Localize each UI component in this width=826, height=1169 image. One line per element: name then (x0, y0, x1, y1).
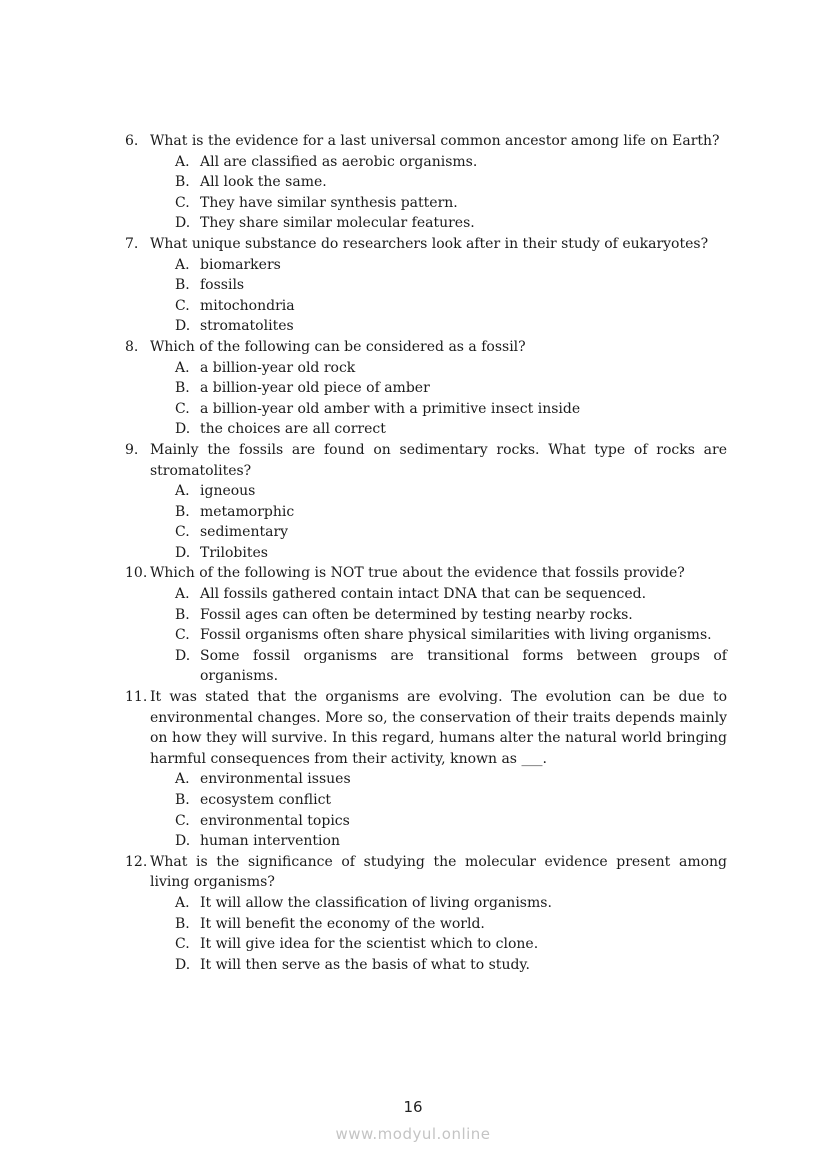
option-text: stromatolites (200, 318, 294, 335)
answer-option (125, 172, 727, 193)
option-text: a billion-year old piece of amber (200, 380, 430, 397)
answer-option (125, 955, 727, 976)
option-text: Fossil organisms often share physical similarities with living organisms. (200, 627, 712, 644)
option-text: It will give idea for the scientist which to clone. (200, 936, 539, 953)
option-letter: B. (175, 915, 190, 932)
question-stem (125, 234, 727, 255)
option-text: Trilobites (200, 544, 268, 561)
option-letter: D. (175, 647, 191, 664)
option-text: the choices are all correct (200, 421, 386, 438)
option-text: All look the same. (200, 174, 327, 191)
answer-option (125, 358, 727, 379)
answer-option (125, 914, 727, 935)
answer-option (125, 378, 727, 399)
option-letter: B. (175, 380, 190, 397)
answer-option (125, 316, 727, 337)
option-letter: A. (175, 359, 190, 376)
option-text: a billion-year old rock (200, 359, 356, 376)
option-text: It will then serve as the basis of what to study. (200, 956, 530, 973)
question-number: 10. (125, 565, 148, 582)
option-text: mitochondria (200, 297, 295, 314)
question-stem (125, 563, 727, 584)
question-item (125, 852, 727, 976)
question-number: 9. (125, 441, 139, 458)
question-number: 11. (125, 689, 148, 706)
option-text: Fossil ages can often be determined by testing nearby rocks. (200, 606, 633, 623)
option-letter: B. (175, 277, 190, 294)
option-letter: D. (175, 215, 191, 232)
question-number: 12. (125, 853, 148, 870)
option-text: All are classified as aerobic organisms. (200, 153, 478, 170)
question-number: 7. (125, 235, 139, 252)
answer-option (125, 296, 727, 317)
option-letter: B. (175, 606, 190, 623)
option-letter: A. (175, 586, 190, 603)
answer-option (125, 893, 727, 914)
option-text: They have similar synthesis pattern. (200, 194, 458, 211)
option-letter: C. (175, 194, 190, 211)
answer-option (125, 399, 727, 420)
question-list (125, 131, 727, 975)
option-text: ecosystem conflict (200, 792, 332, 808)
option-text: It will benefit the economy of the world. (200, 915, 485, 932)
question-text: Mainly the fossils are found on sedimentary rocks. What type of rocks are stromatolites? (150, 441, 727, 479)
question-item (125, 687, 727, 852)
question-number: 8. (125, 338, 139, 355)
answer-option (125, 275, 727, 296)
question-stem (125, 440, 727, 481)
option-text: Some fossil organisms are transitional forms between groups of organisms. (200, 647, 727, 685)
answer-option (125, 213, 727, 234)
option-letter: C. (175, 297, 190, 314)
question-text: What is the significance of studying the molecular evidence present among living organisms? (150, 853, 727, 891)
option-text: All fossils gathered contain intact DNA that can be sequenced. (200, 586, 647, 603)
option-letter: A. (175, 153, 190, 170)
answer-option (125, 193, 727, 214)
option-letter: B. (175, 503, 190, 520)
option-text: igneous (200, 483, 256, 500)
question-text: What unique substance do researchers look after in their study of eukaryotes? (150, 235, 709, 252)
question-item (125, 337, 727, 440)
option-letter: C. (175, 627, 190, 644)
option-text: environmental topics (200, 812, 350, 829)
answer-option (125, 646, 727, 687)
answer-option (125, 625, 727, 646)
answer-option (125, 831, 727, 852)
option-letter: D. (175, 956, 191, 973)
question-text: Which of the following can be considered as a fossil? (150, 338, 526, 355)
option-letter: B. (175, 174, 190, 191)
option-letter: A. (175, 483, 190, 500)
answer-option (125, 543, 727, 564)
option-letter: D. (175, 421, 191, 438)
answer-option (125, 769, 727, 790)
page-number: 16 (403, 1098, 423, 1116)
answer-option (125, 934, 727, 955)
question-text: Which of the following is NOT true about the evidence that fossils provide? (150, 565, 685, 582)
question-number: 6. (125, 133, 139, 149)
question-text: What is the evidence for a last universal common ancestor among life on Earth? (150, 133, 720, 149)
question-stem (125, 852, 727, 893)
question-stem (125, 687, 727, 769)
answer-option (125, 584, 727, 605)
question-item (125, 131, 727, 234)
option-text: environmental issues (200, 771, 351, 788)
option-letter: C. (175, 812, 190, 829)
option-letter: C. (175, 524, 190, 541)
option-text: biomarkers (200, 256, 281, 273)
question-stem (125, 337, 727, 358)
option-letter: D. (175, 833, 191, 850)
answer-option (125, 790, 727, 811)
answer-option (125, 502, 727, 523)
answer-option (125, 522, 727, 543)
option-letter: A. (175, 894, 190, 911)
question-item (125, 563, 727, 687)
option-text: fossils (200, 277, 245, 294)
question-item (125, 234, 727, 337)
answer-option (125, 152, 727, 173)
option-letter: D. (175, 318, 191, 335)
option-letter: C. (175, 400, 190, 417)
answer-option (125, 255, 727, 276)
option-letter: D. (175, 544, 191, 561)
option-text: It will allow the classification of living organisms. (200, 894, 552, 911)
option-text: They share similar molecular features. (200, 215, 475, 232)
answer-option (125, 419, 727, 440)
option-text: metamorphic (200, 503, 295, 520)
option-letter: C. (175, 936, 190, 953)
answer-option (125, 811, 727, 832)
watermark: www.modyul.online (335, 1125, 491, 1143)
answer-option (125, 605, 727, 626)
option-text: sedimentary (200, 524, 289, 541)
option-letter: A. (175, 256, 190, 273)
question-item (125, 440, 727, 564)
question-text: It was stated that the organisms are evolving. The evolution can be due to environmental changes. More so, the conservation of their traits depends mainly on how they will survive. In this regard, humans alter the natural world bringing harmful consequences from their activity, known as ___. (150, 689, 727, 767)
option-letter: A. (175, 771, 190, 788)
question-stem (125, 131, 727, 152)
answer-option (125, 481, 727, 502)
option-letter: B. (175, 792, 190, 808)
option-text: human intervention (200, 833, 340, 850)
option-text: a billion-year old amber with a primitive insect inside (200, 400, 581, 417)
